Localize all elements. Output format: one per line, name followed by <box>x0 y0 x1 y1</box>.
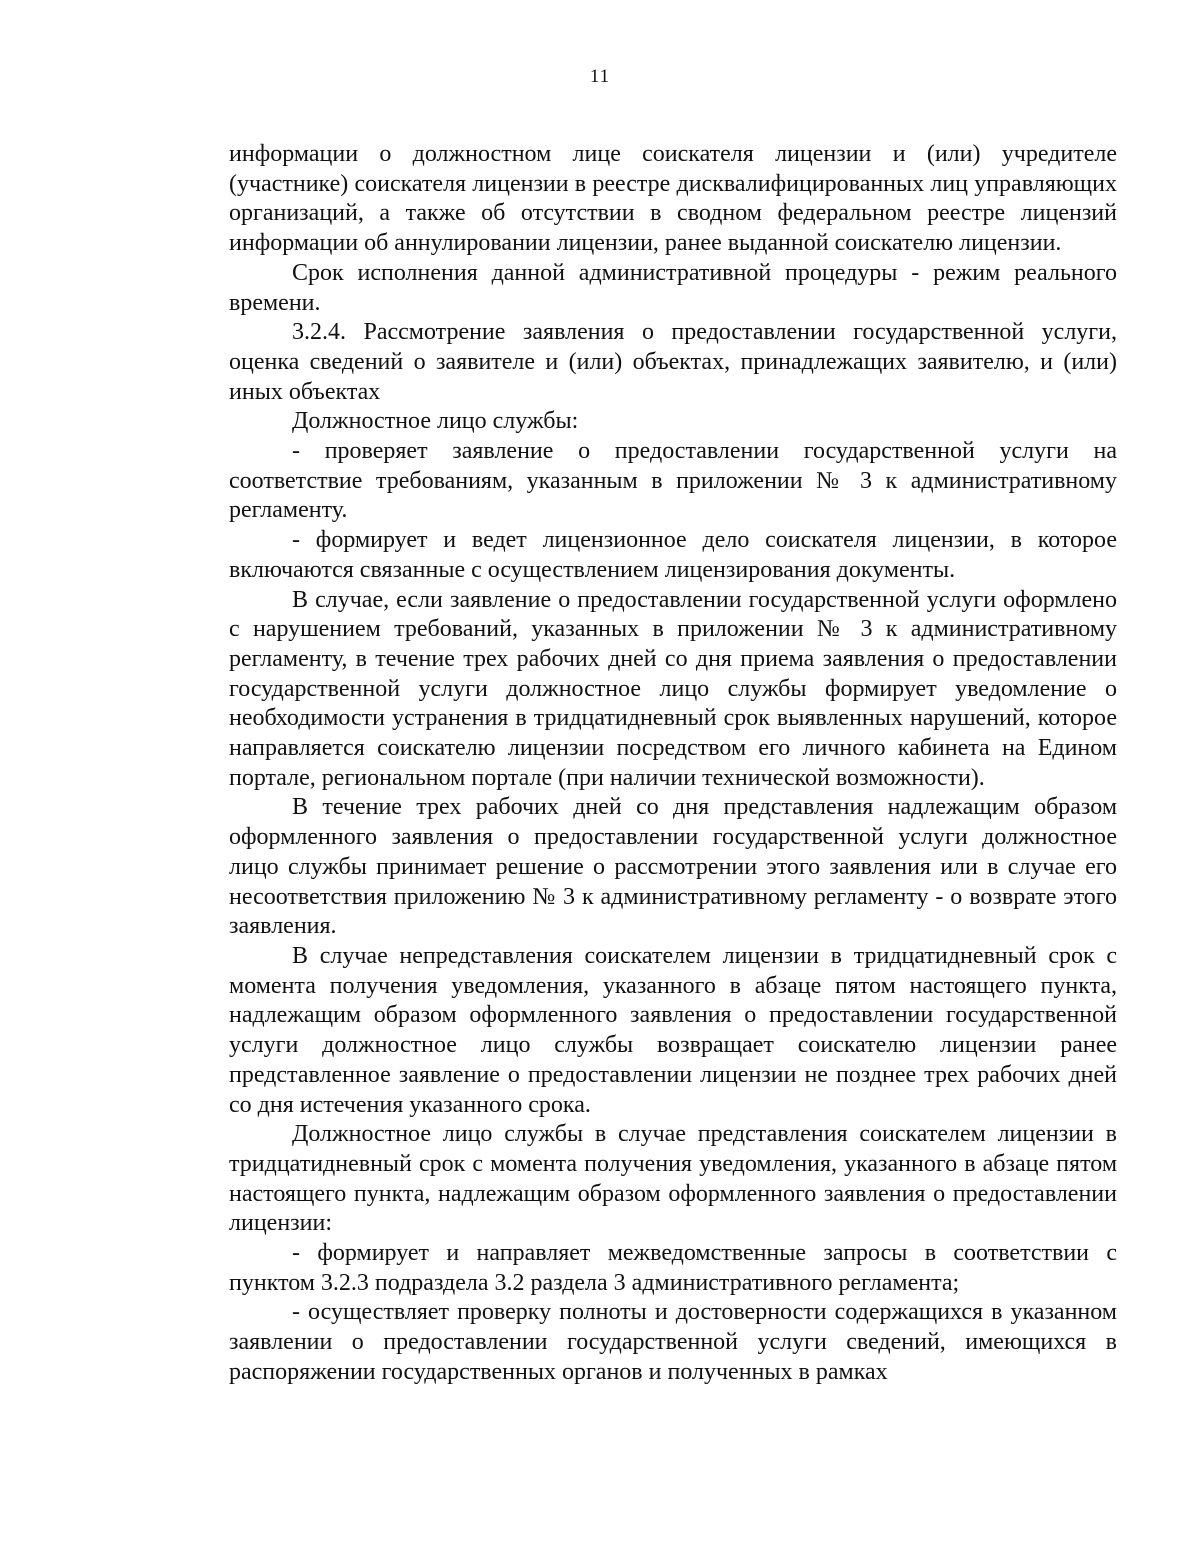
paragraph-section-heading: 3.2.4. Рассмотрение заявления о предоставлении государственной услуги, оценка сведений о заявителе и (или) объектах, принадлежащих заявителю, и (или) иных объектах <box>229 319 1117 405</box>
page-number: 11 <box>589 66 611 87</box>
list-item-verification: - осуществляет проверку полноты и достоверности содержащихся в указанном заявлении о предоставлении государственной услуги сведений, имеющихся в распоряжении государственных органов и полученных в рамках <box>229 1299 1117 1385</box>
paragraph-official-actions: Должностное лицо службы в случае представления соискателем лицензии в тридцатидневный срок с момента получения уведомления, указанного в абзаце пятом настоящего пункта, надлежащим образом оформленного заявления о предоставлении лицензии: <box>229 1121 1117 1237</box>
paragraph-decision-term: В течение трех рабочих дней со дня представления надлежащим образом оформленного заявления о предоставлении государственной услуги должностное лицо службы принимает решение о рассмотрении этого заявления или в случае его несоответствия приложению № 3 к административному регламенту - о возврате этого заявления. <box>229 794 1117 940</box>
paragraph-official-intro: Должностное лицо службы: <box>292 408 579 435</box>
list-item-forms-license-case: - формирует и ведет лицензионное дело соискателя лицензии, в которое включаются связанные с осуществлением лицензирования документы. <box>229 527 1117 583</box>
document-body <box>229 140 1117 1388</box>
paragraph-continuation: информации о должностном лице соискателя лицензии и (или) учредителе (участнике) соискателя лицензии в реестре дисквалифицированных лиц управляющих организаций, а также об отсутствии в сводном федеральном реестре лицензий информации об аннулировании лицензии, ранее выданной соискателю лицензии. <box>229 141 1117 257</box>
paragraph-return-application: В случае непредставления соискателем лицензии в тридцатидневный срок с момента получения уведомления, указанного в абзаце пятом настоящего пункта, надлежащим образом оформленного заявления о предоставлении государственной услуги должностное лицо службы возвращает соискателю лицензии ранее представленное заявление о предоставлении лицензии не позднее трех рабочих дней со дня истечения указанного срока. <box>229 942 1117 1118</box>
paragraph-procedure-term: Срок исполнения данной административной процедуры - режим реального времени. <box>229 259 1117 316</box>
list-item-interagency-requests: - формирует и направляет межведомственные запросы в соответствии с пунктом 3.2.3 подраздела 3.2 раздела 3 административного регламента; <box>229 1240 1117 1296</box>
list-item-checks-application: - проверяет заявление о предоставлении государственной услуги на соответствие требованиям, указанным в приложении № 3 к административному регламенту. <box>229 438 1117 524</box>
paragraph-violation-notice: В случае, если заявление о предоставлении государственной услуги оформлено с нарушением требований, указанных в приложении № 3 к административному регламенту, в течение трех рабочих дней со дня приема заявления о предоставлении государственной услуги должностное лицо службы формирует уведомление о необходимости устранения в тридцатидневный срок выявленных нарушений, которое направляется соискателю лицензии посредством его личного кабинета на Едином портале, региональном портале (при наличии технической возможности). <box>229 586 1117 791</box>
